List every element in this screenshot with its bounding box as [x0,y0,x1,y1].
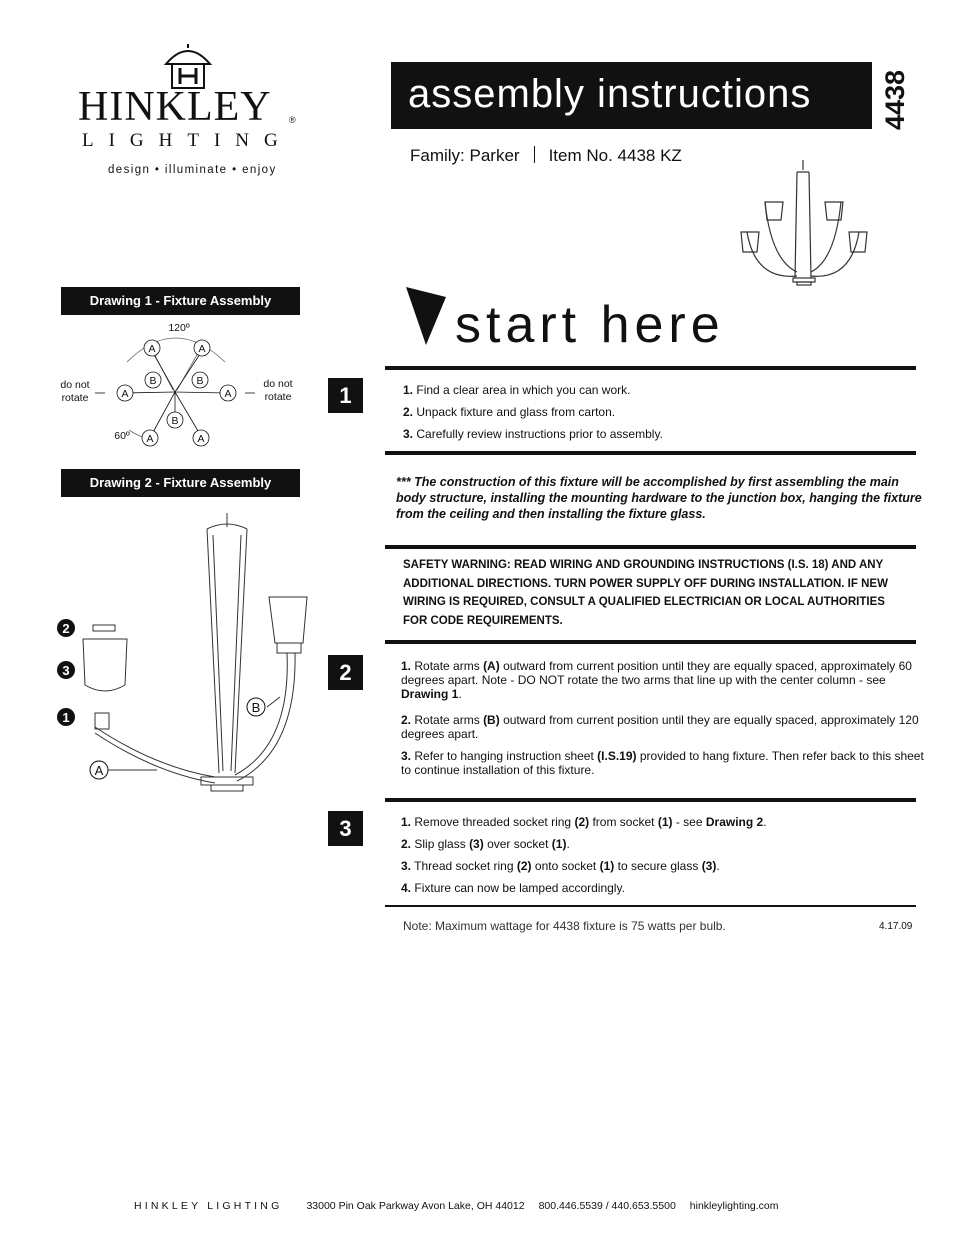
list-item: 2. Unpack fixture and glass from carton. [403,405,616,419]
list-item: 1. Remove threaded socket ring (2) from socket (1) - see Drawing 2. [401,815,767,829]
step-2-instructions [401,659,926,785]
intro-note: *** The construction of this fixture will be accomplished by first assembling the main body structure, installing the mounting hardware to the junction box, hanging the fixture from the ceiling and then installing the fixture glass. [396,475,922,521]
safety-warning: SAFETY WARNING: READ WIRING AND GROUNDING INSTRUCTIONS (I.S. 18) AND ANY ADDITIONAL DIRECTIONS. TURN POWER SUPPLY OFF DURING INSTALLATION. IF NEW WIRING IS REQUIRED, CONSULT A QUALIFIED ELECTRICIAN OR LOCAL AUTHORITIES FOR CODE REQUIREMENTS. [403,559,888,627]
angle-60-label: 60º [114,430,130,442]
chandelier-illustration [735,160,875,290]
angle-120-label: 120º [168,322,190,334]
section-rule [385,640,916,644]
arm-a-label: A [224,388,232,400]
section-rule [385,798,916,802]
registered-mark: ® [289,115,296,125]
brand-name: HINKLEY [78,84,272,130]
left-rotate-label: rotate [61,392,89,404]
footer-phone: 800.446.5539 / 440.653.5500 [538,1200,676,1212]
drawing-2-caption: Drawing 2 - Fixture Assembly [61,469,300,497]
list-item: 3. Refer to hanging instruction sheet (I.S.19) provided to hang fixture. Then refer back to this sheet to continue installation of this fixture. [401,749,924,777]
brand-tagline: design • illuminate • enjoy [108,164,277,176]
item-number: Item No. 4438 KZ [548,146,682,165]
arm-a-label: A [148,343,156,355]
step-3-instructions [401,815,916,903]
list-item: 3. Carefully review instructions prior to assembly. [403,427,663,441]
family-name: Family: Parker [410,146,520,165]
wattage-note: Note: Maximum wattage for 4438 fixture is 75 watts per bulb. [403,919,726,933]
family-item-line [410,146,682,166]
section-rule [385,905,916,907]
section-rule [385,366,916,370]
arm-a-label: A [198,343,206,355]
revision-date: 4.17.09 [879,921,913,932]
footer-brand: HINKLEY LIGHTING [134,1200,283,1212]
list-item: 3. Thread socket ring (2) onto socket (1) to secure glass (3). [401,859,720,873]
arm-a-label: A [94,763,104,778]
arm-a-label: A [121,388,129,400]
page-title: assembly instructions [408,72,812,116]
page-footer [134,1200,894,1212]
arm-b-label: B [251,700,261,715]
step-2-badge: 2 [328,655,363,690]
step-3-badge: 3 [328,811,363,846]
separator [534,146,535,163]
drawing-1-caption: Drawing 1 - Fixture Assembly [61,287,300,315]
section-rule [385,545,916,549]
arm-b-label: B [149,375,157,387]
list-item: 1. Find a clear area in which you can work. [403,383,631,397]
drawing-1-diagram [55,318,315,450]
left-do-not-label: do not [60,379,90,391]
callout-3: 3 [62,663,70,678]
arm-b-label: B [171,415,179,427]
callout-1: 1 [62,710,70,725]
brand-subtitle: LIGHTING [82,130,293,151]
list-item: 2. Rotate arms (B) outward from current position until they are equally spaced, approximately 120 degrees apart. [401,713,919,741]
start-here-heading: start here [455,296,725,354]
footer-website[interactable]: hinkleylighting.com [689,1200,779,1212]
right-rotate-label: rotate [264,391,292,403]
arm-a-label: A [197,433,205,445]
section-rule [385,451,916,455]
drawing-2-diagram [55,505,355,800]
list-item: 1. Rotate arms (A) outward from current position until they are equally spaced, approximately 60 degrees apart. Note - DO NOT rotate the two arms that line up with the center column - see Drawing 1. [401,659,912,701]
footer-address: 33000 Pin Oak Parkway Avon Lake, OH 44012 [306,1200,525,1212]
arm-a-label: A [146,433,154,445]
arm-b-label: B [196,375,204,387]
callout-2: 2 [62,621,70,636]
item-number-vertical: 4438 [880,69,910,130]
right-do-not-label: do not [263,378,293,390]
list-item: 2. Slip glass (3) over socket (1). [401,837,570,851]
step-1-badge: 1 [328,378,363,413]
start-arrow-icon [402,285,450,349]
step-1-instructions [403,383,918,449]
list-item: 4. Fixture can now be lamped accordingly. [401,881,625,895]
